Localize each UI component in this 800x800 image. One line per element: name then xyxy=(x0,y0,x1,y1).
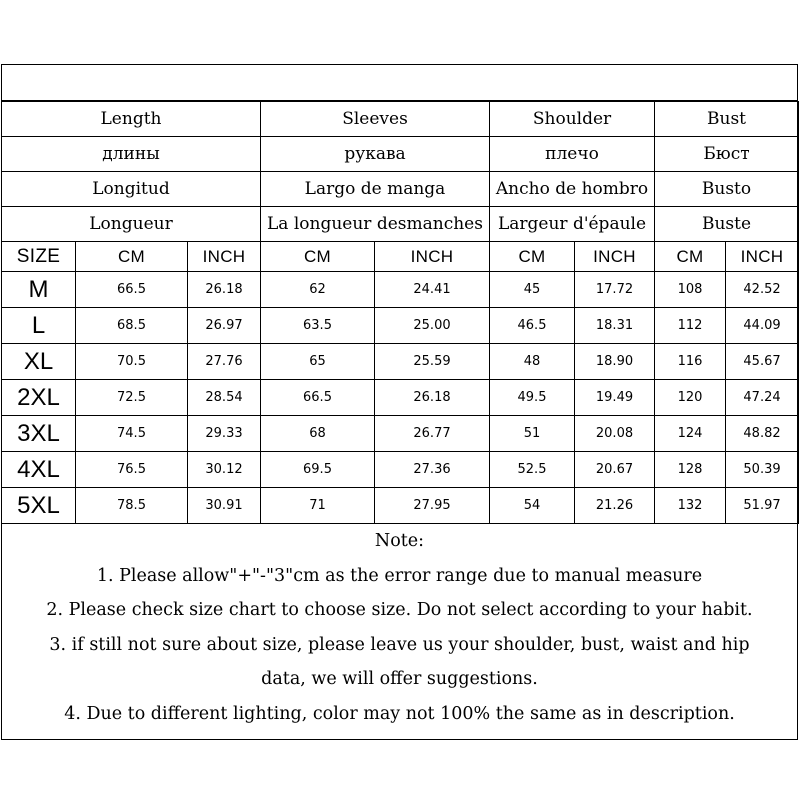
size-row xyxy=(2,380,799,416)
unit-label: INCH xyxy=(375,242,490,272)
measurement-cell: 20.08 xyxy=(575,416,655,452)
measurement-cell: 30.91 xyxy=(188,488,261,524)
header-bust: Бюст xyxy=(655,137,799,172)
unit-label: INCH xyxy=(188,242,261,272)
size-chart xyxy=(1,64,798,740)
measurement-cell: 26.97 xyxy=(188,308,261,344)
header-bust: Bust xyxy=(655,102,799,137)
measurement-cell: 27.95 xyxy=(375,488,490,524)
size-row xyxy=(2,488,799,524)
unit-label: INCH xyxy=(726,242,799,272)
size-row xyxy=(2,272,799,308)
measurement-cell: 62 xyxy=(261,272,375,308)
size-cell: 2XL xyxy=(2,380,76,416)
measurement-cell: 116 xyxy=(655,344,726,380)
size-cell: XL xyxy=(2,344,76,380)
measurement-cell: 25.59 xyxy=(375,344,490,380)
measurement-cell: 112 xyxy=(655,308,726,344)
header-row-french xyxy=(2,207,799,242)
measurement-cell: 27.76 xyxy=(188,344,261,380)
measurement-cell: 76.5 xyxy=(76,452,188,488)
measurement-cell: 19.49 xyxy=(575,380,655,416)
size-table xyxy=(1,101,799,524)
measurement-cell: 18.31 xyxy=(575,308,655,344)
measurement-cell: 108 xyxy=(655,272,726,308)
unit-label: INCH xyxy=(575,242,655,272)
measurement-cell: 20.67 xyxy=(575,452,655,488)
size-row xyxy=(2,308,799,344)
unit-row xyxy=(2,242,799,272)
measurement-cell: 17.72 xyxy=(575,272,655,308)
header-sleeves: Largo de manga xyxy=(261,172,490,207)
measurement-cell: 45 xyxy=(490,272,575,308)
measurement-cell: 42.52 xyxy=(726,272,799,308)
header-sleeves: La longueur desmanches xyxy=(261,207,490,242)
measurement-cell: 70.5 xyxy=(76,344,188,380)
measurement-cell: 54 xyxy=(490,488,575,524)
measurement-cell: 78.5 xyxy=(76,488,188,524)
measurement-cell: 71 xyxy=(261,488,375,524)
note-line: data, we will offer suggestions. xyxy=(261,669,538,689)
measurement-cell: 63.5 xyxy=(261,308,375,344)
header-row-english xyxy=(2,102,799,137)
measurement-cell: 30.12 xyxy=(188,452,261,488)
measurement-cell: 46.5 xyxy=(490,308,575,344)
measurement-cell: 69.5 xyxy=(261,452,375,488)
header-sleeves: рукава xyxy=(261,137,490,172)
header-bust: Busto xyxy=(655,172,799,207)
header-shoulder: Largeur d'épaule xyxy=(490,207,655,242)
measurement-cell: 48.82 xyxy=(726,416,799,452)
measurement-cell: 68.5 xyxy=(76,308,188,344)
measurement-cell: 26.18 xyxy=(375,380,490,416)
measurement-cell: 66.5 xyxy=(261,380,375,416)
unit-label: CM xyxy=(261,242,375,272)
header-shoulder: Ancho de hombro xyxy=(490,172,655,207)
measurement-cell: 51 xyxy=(490,416,575,452)
measurement-cell: 50.39 xyxy=(726,452,799,488)
note-line: 4. Due to different lighting, color may not 100% the same as in description. xyxy=(64,703,735,724)
measurement-cell: 27.36 xyxy=(375,452,490,488)
size-cell: M xyxy=(2,272,76,308)
measurement-cell: 66.5 xyxy=(76,272,188,308)
measurement-cell: 128 xyxy=(655,452,726,488)
measurement-cell: 26.77 xyxy=(375,416,490,452)
measurement-cell: 25.00 xyxy=(375,308,490,344)
header-bust: Buste xyxy=(655,207,799,242)
unit-label: CM xyxy=(76,242,188,272)
measurement-cell: 24.41 xyxy=(375,272,490,308)
measurement-cell: 68 xyxy=(261,416,375,452)
measurement-cell: 132 xyxy=(655,488,726,524)
measurement-cell: 45.67 xyxy=(726,344,799,380)
header-shoulder: Shoulder xyxy=(490,102,655,137)
measurement-cell: 49.5 xyxy=(490,380,575,416)
size-row xyxy=(2,452,799,488)
note-line: 1. Please allow"+"-"3"cm as the error range due to manual measure xyxy=(96,565,703,586)
measurement-cell: 72.5 xyxy=(76,380,188,416)
measurement-cell: 21.26 xyxy=(575,488,655,524)
header-length: Longitud xyxy=(2,172,261,207)
header-length: Length xyxy=(2,102,261,137)
size-row xyxy=(2,344,799,380)
header-shoulder: плечо xyxy=(490,137,655,172)
measurement-cell: 51.97 xyxy=(726,488,799,524)
notes-section xyxy=(2,524,797,731)
measurement-cell: 48 xyxy=(490,344,575,380)
size-cell: 3XL xyxy=(2,416,76,452)
measurement-cell: 29.33 xyxy=(188,416,261,452)
note-line: 2. Please check size chart to choose size. Do not select according to your habit. xyxy=(46,600,753,620)
measurement-cell: 26.18 xyxy=(188,272,261,308)
measurement-cell: 120 xyxy=(655,380,726,416)
measurement-cell: 18.90 xyxy=(575,344,655,380)
size-row xyxy=(2,416,799,452)
header-row-russian xyxy=(2,137,799,172)
header-row-spanish xyxy=(2,172,799,207)
header-length: длины xyxy=(2,137,261,172)
unit-label: CM xyxy=(490,242,575,272)
header-sleeves: Sleeves xyxy=(261,102,490,137)
measurement-cell: 52.5 xyxy=(490,452,575,488)
measurement-cell: 74.5 xyxy=(76,416,188,452)
measurement-cell: 44.09 xyxy=(726,308,799,344)
size-column-header: SIZE xyxy=(2,242,76,272)
header-spacer xyxy=(2,65,797,101)
size-cell: L xyxy=(2,308,76,344)
size-cell: 5XL xyxy=(2,488,76,524)
note-line: 3. if still not sure about size, please leave us your shoulder, bust, waist and hip xyxy=(49,634,750,655)
notes-title: Note: xyxy=(374,531,425,551)
measurement-cell: 65 xyxy=(261,344,375,380)
measurement-cell: 124 xyxy=(655,416,726,452)
measurement-cell: 47.24 xyxy=(726,380,799,416)
size-cell: 4XL xyxy=(2,452,76,488)
header-length: Longueur xyxy=(2,207,261,242)
measurement-cell: 28.54 xyxy=(188,380,261,416)
unit-label: CM xyxy=(655,242,726,272)
